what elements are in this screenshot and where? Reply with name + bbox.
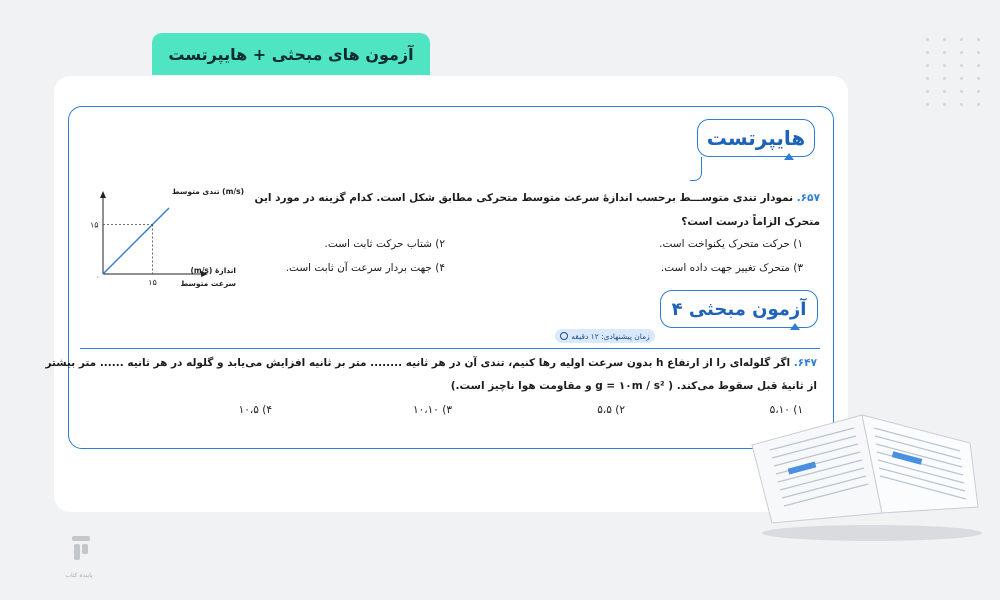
time-label: زمان پیشنهادی: ۱۲ دقیقه [571, 331, 650, 341]
open-book-image [742, 395, 992, 545]
option-1: ۱) حرکت متحرک یکنواخت است. [659, 238, 803, 250]
question-657-line1 [255, 192, 821, 204]
y-axis-arrow [100, 191, 106, 198]
origin-label: ۰ [96, 273, 100, 281]
y-tick-label: ۱۵ [90, 220, 99, 230]
option-2: ۲) ۵،۵ [597, 404, 625, 416]
question-647-line1 [45, 357, 817, 369]
option-4: ۴) ۱۰،۵ [238, 404, 272, 416]
section-title-hypertest: هایپرتست [697, 119, 815, 157]
publisher-logo [62, 530, 98, 570]
question-647-line2: از ثانیهٔ قبل سقوط می‌کند. ( g = ۱۰m / s² و مقاومت هوا ناچیز است.) [450, 380, 817, 392]
option-2: ۲) شتاب حرکت ثابت است. [324, 238, 445, 250]
speed-velocity-chart [88, 186, 248, 296]
question-number: ۶۵۷. [796, 192, 820, 204]
x-axis-label-line1: (m/s) اندازهٔ [190, 266, 236, 275]
option-3: ۳) ۱۰،۱۰ [412, 404, 452, 416]
x-axis-label-line2: سرعت متوسط [180, 279, 236, 288]
tag-pointer [790, 323, 800, 330]
question-number: ۶۴۷. [793, 357, 817, 369]
section-title-exam: آزمون مبحثی ۴ [660, 290, 818, 328]
series-line [103, 208, 169, 274]
x-tick-label: ۱۵ [148, 278, 157, 287]
question-text: نمودار تندی متوســـط برحسب اندازهٔ سرعت متوسط متحرکی مطابق شکل است. کدام گزینه در مورد این [254, 192, 794, 204]
option-1: ۱) ۵،۱۰ [769, 404, 803, 416]
banner-title: آزمون های مبحثی + هایپرتست [152, 33, 430, 75]
option-4: ۴) جهت بردار سرعت آن ثابت است. [285, 262, 445, 274]
option-3: ۳) متحرک تغییر جهت داده است. [660, 262, 803, 274]
divider [80, 348, 820, 349]
publisher-logo-text: پاینده کتاب [65, 572, 93, 579]
suggested-time-badge [555, 329, 655, 343]
clock-icon [560, 332, 568, 340]
y-axis-label: (m/s) تندی متوسط [172, 187, 245, 196]
decor-dots [926, 38, 986, 108]
question-text: اگر گلوله‌ای را از ارتفاع h بدون سرعت اولیه رها کنیم، تندی آن در هر ثانیه ........ متر بر ثانیه افزایش می‌یابد و گلوله در هر ثانیه ...... متر بیشتر [45, 357, 791, 369]
tag-connector [690, 157, 702, 181]
tag-pointer [784, 153, 794, 160]
question-657-line2: متحرک الزاماً درست است؟ [681, 216, 820, 228]
